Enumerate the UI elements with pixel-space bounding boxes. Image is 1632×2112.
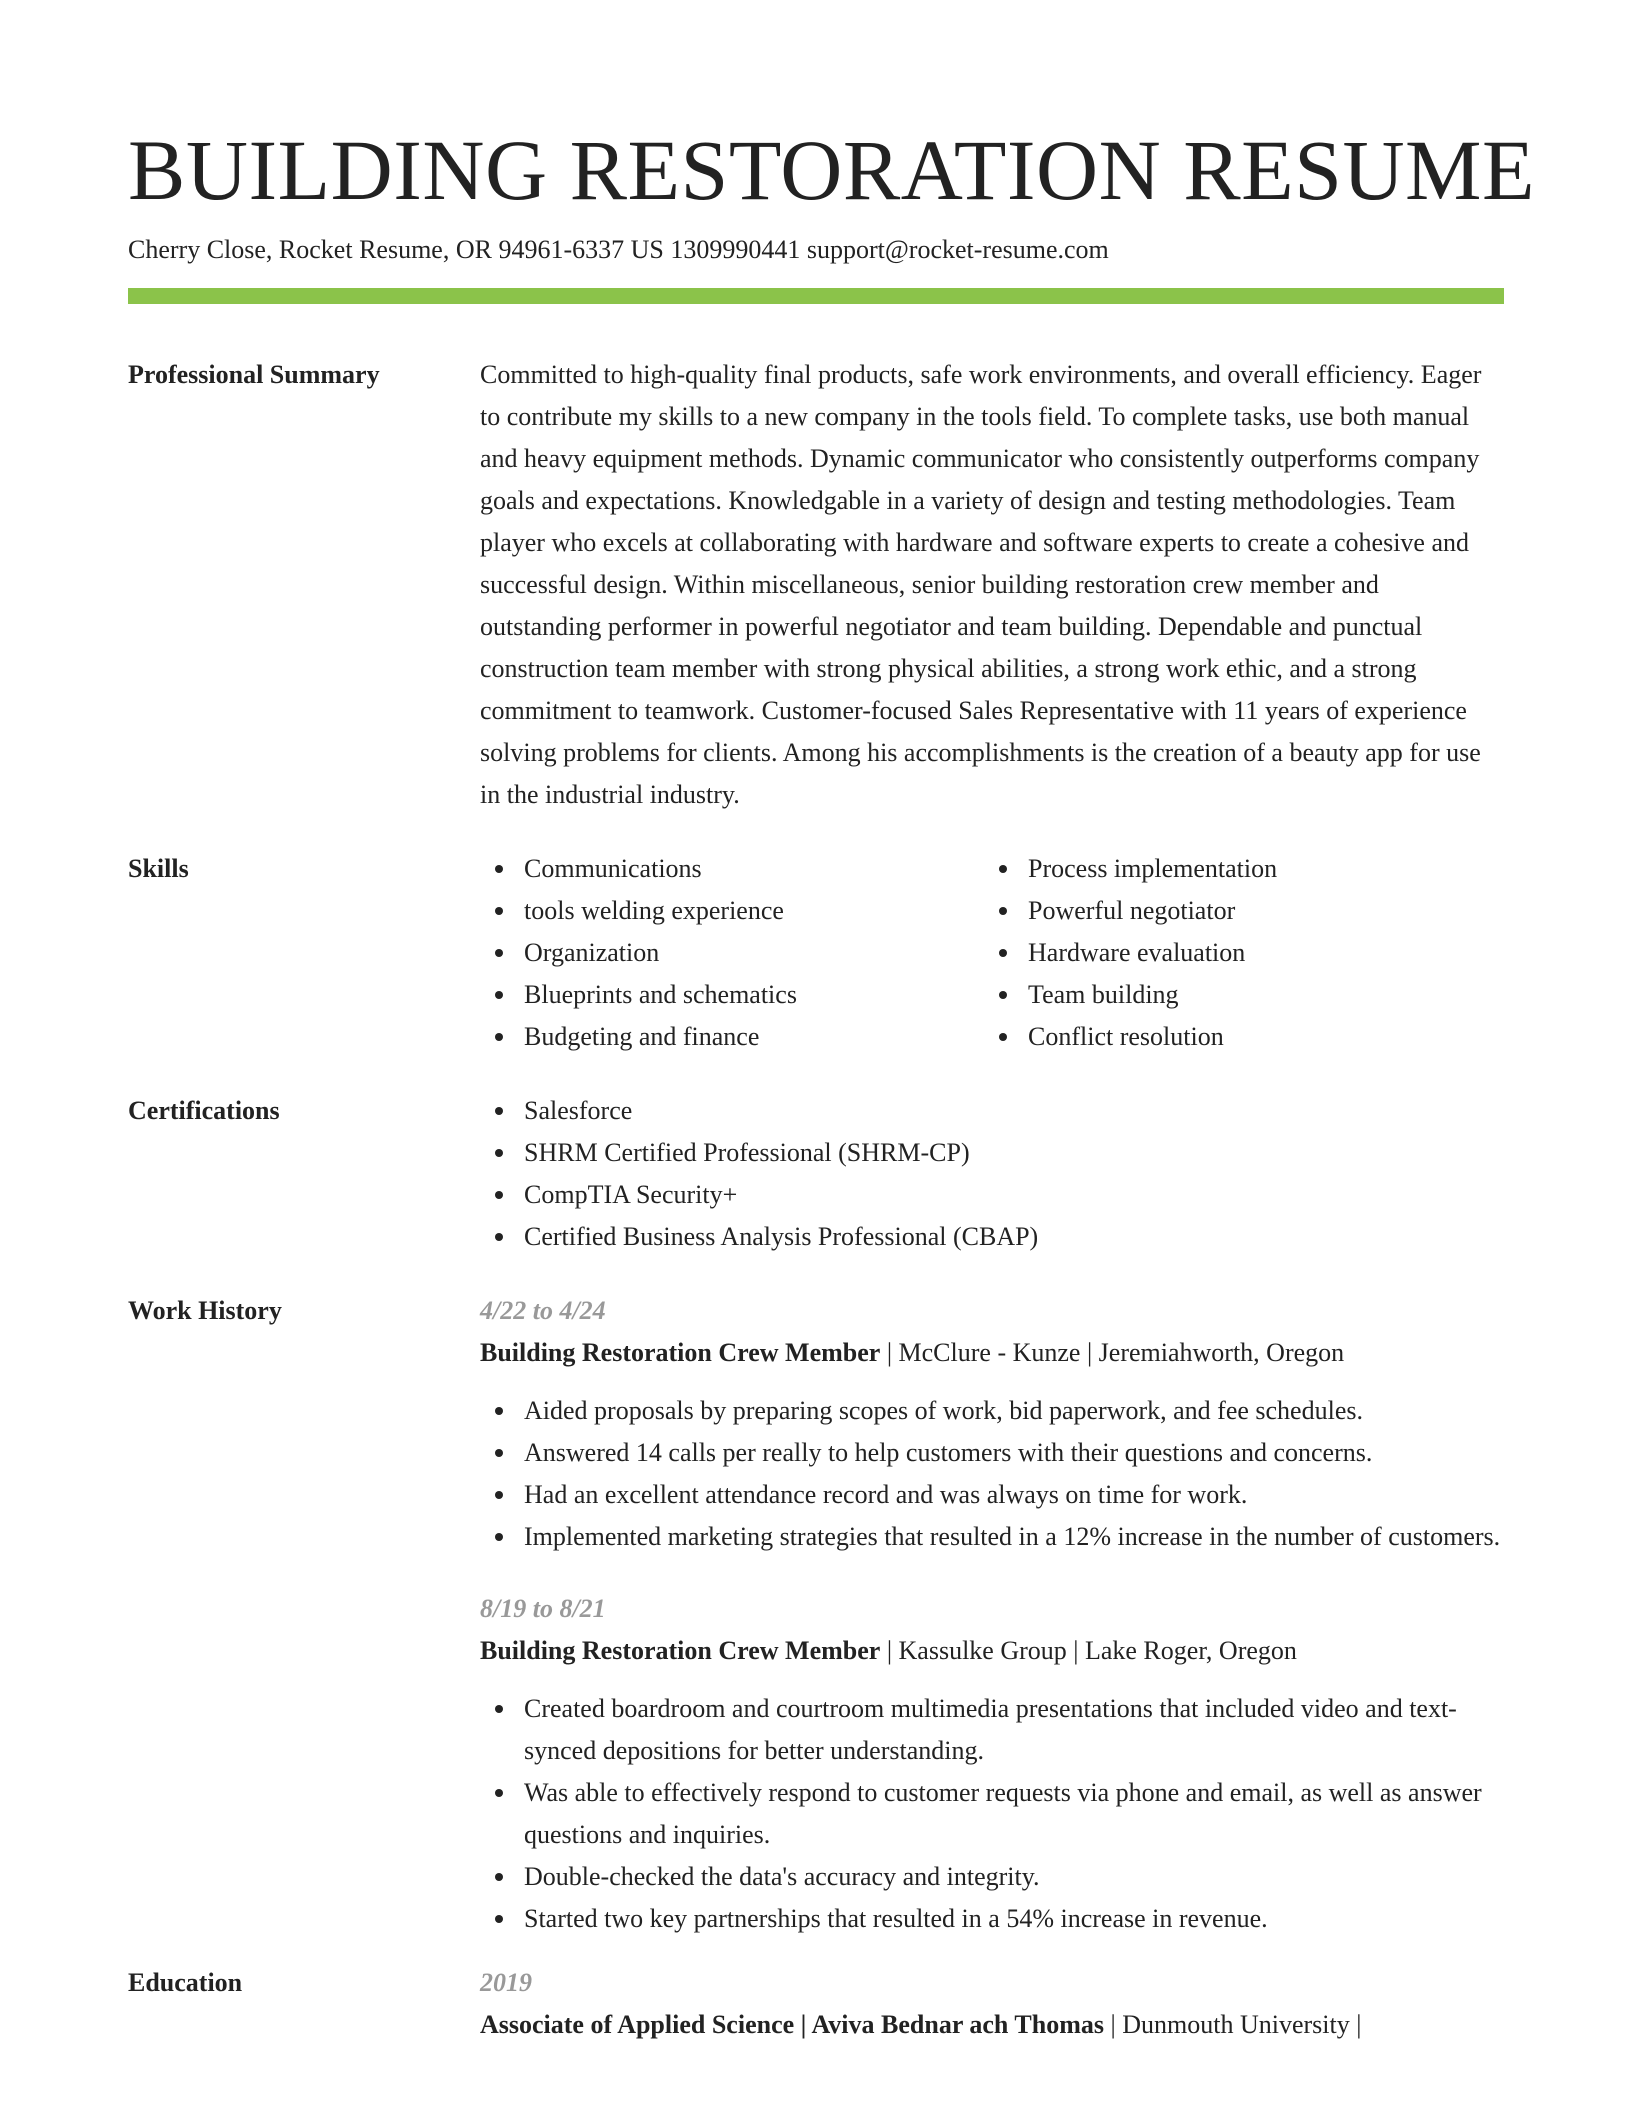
certifications-section [128, 1090, 1504, 1258]
education-heading: Education [128, 1968, 243, 1997]
skill-item: Team building [984, 974, 1504, 1016]
contact-info: Cherry Close, Rocket Resume, OR 94961-6337 US 1309990441 support@rocket-resume.com [128, 235, 1109, 264]
job-title: Building Restoration Crew Member [480, 1636, 881, 1665]
education-year: 2019 [480, 1968, 532, 1997]
job-bullet: Answered 14 calls per really to help customers with their questions and concerns. [480, 1432, 1504, 1474]
education-degree: Associate of Applied Science [480, 2010, 795, 2039]
job-dates: 8/19 to 8/21 [480, 1594, 606, 1623]
certifications-heading: Certifications [128, 1096, 280, 1125]
job-entry [480, 1290, 1504, 1558]
summary-section [128, 354, 1504, 816]
work-history-section [128, 1290, 1504, 1940]
job-bullet: Implemented marketing strategies that resulted in a 12% increase in the number of customers. [480, 1516, 1504, 1558]
resume-title: BUILDING RESTORATION RESUME [128, 122, 1536, 218]
skills-section [128, 848, 1504, 1058]
skills-heading: Skills [128, 854, 189, 883]
skills-column-2 [984, 848, 1504, 1058]
job-bullet: Created boardroom and courtroom multimedia presentations that included video and text-synced depositions for better understanding. [480, 1688, 1504, 1772]
certifications-body [480, 1090, 1504, 1258]
summary-heading: Professional Summary [128, 360, 380, 389]
skills-list [480, 848, 1504, 1058]
skill-item: Conflict resolution [984, 1016, 1504, 1058]
job-details: | McClure - Kunze | Jeremiahworth, Oregon [880, 1338, 1345, 1367]
skill-item: Blueprints and schematics [480, 974, 984, 1016]
certification-item: Certified Business Analysis Professional (CBAP) [480, 1216, 1504, 1258]
job-bullet: Had an excellent attendance record and was always on time for work. [480, 1474, 1504, 1516]
education-field: Aviva Bednar ach Thomas [811, 2010, 1105, 2039]
certification-item: SHRM Certified Professional (SHRM-CP) [480, 1132, 1504, 1174]
skill-item: Organization [480, 932, 984, 974]
skill-item: Hardware evaluation [984, 932, 1504, 974]
job-heading [480, 1332, 1504, 1374]
accent-divider [128, 288, 1504, 304]
skill-item: Process implementation [984, 848, 1504, 890]
skill-item: Communications [480, 848, 984, 890]
job-title: Building Restoration Crew Member [480, 1338, 881, 1367]
job-details: | Kassulke Group | Lake Roger, Oregon [880, 1636, 1297, 1665]
skill-item: Powerful negotiator [984, 890, 1504, 932]
skill-item: Budgeting and finance [480, 1016, 984, 1058]
job-bullet: Started two key partnerships that resulted in a 54% increase in revenue. [480, 1898, 1504, 1940]
skill-item: tools welding experience [480, 890, 984, 932]
education-school: Dunmouth University [1122, 2010, 1350, 2039]
job-bullet: Aided proposals by preparing scopes of work, bid paperwork, and fee schedules. [480, 1390, 1504, 1432]
education-section [128, 1962, 1504, 2046]
job-bullet: Double-checked the data's accuracy and integrity. [480, 1856, 1504, 1898]
work-history-heading: Work History [128, 1296, 282, 1325]
job-entry [480, 1588, 1504, 1940]
certification-item: CompTIA Security+ [480, 1174, 1504, 1216]
job-dates: 4/22 to 4/24 [480, 1296, 606, 1325]
job-bullets [480, 1390, 1504, 1558]
certification-item: Salesforce [480, 1090, 1504, 1132]
education-heading-line: Associate of Applied Science | Aviva Bednar ach Thomas | Dunmouth University | [480, 2010, 1362, 2039]
work-history-body [480, 1290, 1504, 1940]
resume-page [128, 0, 1536, 2046]
certifications-list [480, 1090, 1504, 1258]
education-body [480, 1962, 1504, 2046]
job-bullets [480, 1688, 1504, 1940]
job-heading [480, 1630, 1504, 1672]
job-bullet: Was able to effectively respond to customer requests via phone and email, as well as answer questions and inquiries. [480, 1772, 1504, 1856]
summary-text: Committed to high-quality final products, safe work environments, and overall efficiency. Eager to contribute my skills to a new company in the tools field. To complete tasks, use both manual and heavy equipment methods. Dynamic communicator who consistently outperforms company goals and expectations. Knowledgable in a variety of design and testing methodologies. Team player who excels at collaborating with hardware and software experts to create a cohesive and successful design. Within miscellaneous, senior building restoration crew member and outstanding performer in powerful negotiator and team building. Dependable and punctual construction team member with strong physical abilities, a strong work ethic, and a strong commitment to teamwork. Customer-focused Sales Representative with 11 years of experience solving problems for clients. Among his accomplishments is the creation of a beauty app for use in the industrial industry. [480, 360, 1482, 809]
skills-column-1 [480, 848, 984, 1058]
